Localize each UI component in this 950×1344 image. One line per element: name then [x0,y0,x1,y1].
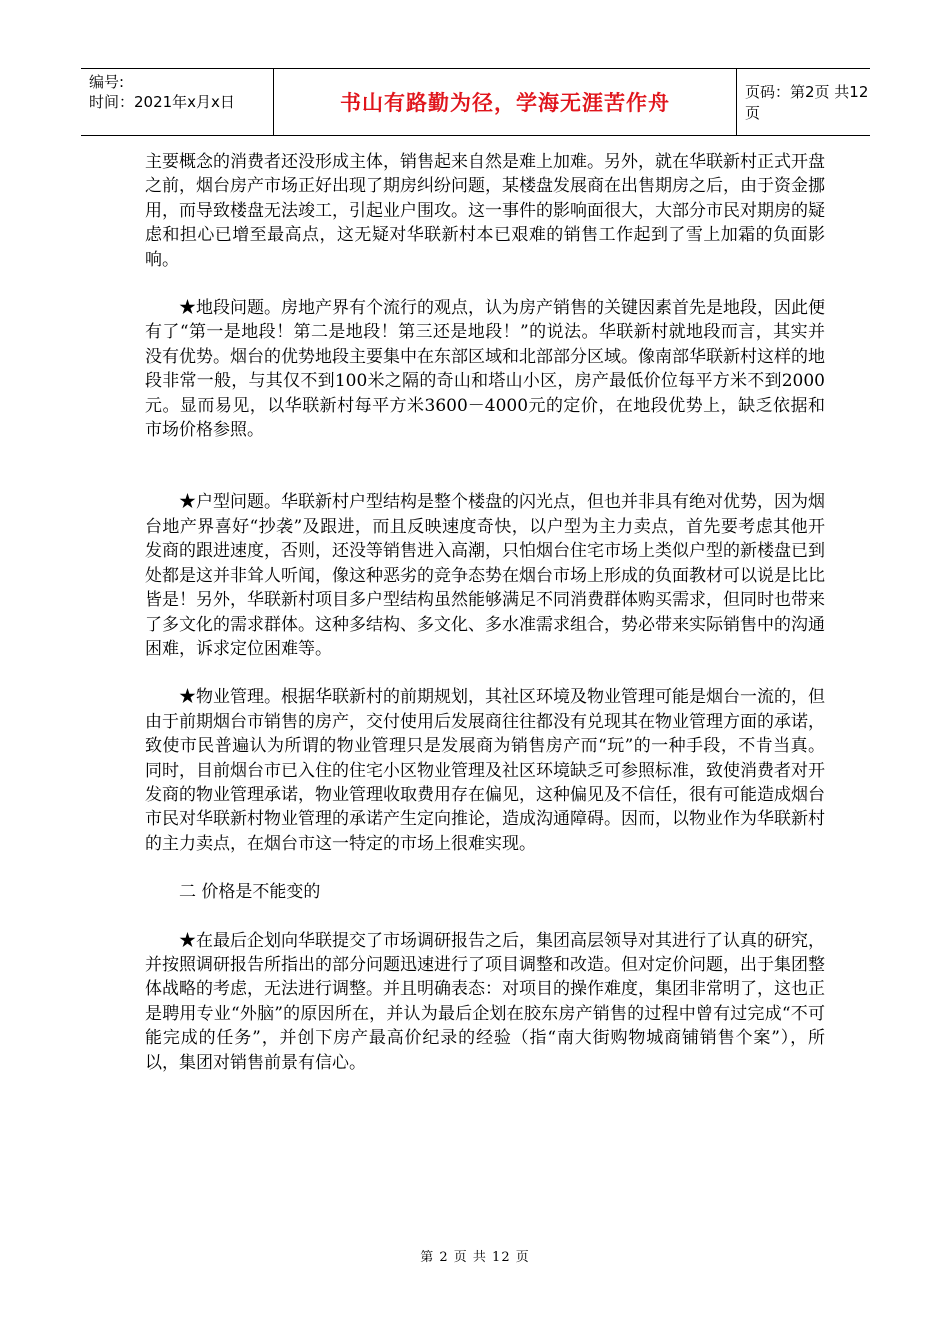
section-heading: 二 价格是不能变的 [179,882,321,903]
header-motto: 书山有路勤为径，学海无涯苦作舟 [340,91,670,115]
document-body [145,150,825,1075]
header-motto-cell [274,69,737,135]
page-header [81,68,870,136]
header-info-cell [81,69,274,135]
body-paragraph: ★在最后企划向华联提交了市场调研报告之后，集团高层领导对其进行了认真的研究，并按照调研报告所指出的部分问题迅速进行了项目调整和改造。但对定价问题，出于集团整体战略的考虑，无法进行调整。并且明确表态：对项目的操作难度，集团非常明了，这也正是聘用专业“外脑”的原因所在，并认为最后企划在胶东房产销售的过程中曾有过完成“不可能完成的任务”，并创下房产最高价纪录的经验（指“南大街购物城商铺销售个案”），所以，集团对销售前景有信心。 [145,930,825,1073]
body-paragraph: ★地段问题。房地产界有个流行的观点，认为房产销售的关键因素首先是地段，因此便有了“第一是地段！第二是地段！第三还是地段！”的说法。华联新村就地段而言，其实并没有优势。烟台的优势地段主要集中在东部区域和北部部分区域。像南部华联新村这样的地段非常一般，与其仅不到100米之隔的奇山和塔山小区，房产最低价位每平方米不到2000 元。显而易见，以华联新村每平方米3600－4000元的定价，在地段优势上，缺乏依据和市场价格参照。 [145,298,825,441]
body-paragraph: ★物业管理。根据华联新村的前期规划，其社区环境及物业管理可能是烟台一流的，但由于前期烟台市销售的房产，交付使用后发展商往往都没有兑现其在物业管理方面的承诺，致使市民普遍认为所谓的物业管理只是发展商为销售房产而“玩”的一种手段，不肯当真。同时，目前烟台市已入住的住宅小区物业管理及社区环境缺乏可参照标准，致使消费者对开发商的物业管理承诺，物业管理收取费用存在偏见，这种偏见及不信任，很有可能造成烟台市民对华联新村物业管理的承诺产生定向推论，造成沟通障碍。因而，以物业作为华联新村的主力卖点，在烟台市这一特定的市场上很难实现。 [145,687,825,854]
header-page-label: 页码：第2页 共12页 [745,83,869,122]
document-code-label: 编号: [89,73,125,91]
body-paragraph: 主要概念的消费者还没形成主体，销售起来自然是难上加难。另外，就在华联新村正式开盘之前，烟台房产市场正好出现了期房纠纷问题，某楼盘发展商在出售期房之后，由于资金挪用，而导致楼盘无法竣工，引起业户围攻。这一事件的影响面很大，大部分市民对期房的疑虑和担心已增至最高点，这无疑对华联新村本已艰难的销售工作起到了雪上加霜的负面影响。 [145,152,825,270]
page-footer: 第 2 页 共 12 页 [420,1250,530,1265]
document-date-label: 时间：2021年x月x日 [89,93,235,111]
body-paragraph: ★户型问题。华联新村户型结构是整个楼盘的闪光点，但也并非具有绝对优势，因为烟台地产界喜好“抄袭”及跟进，而且反映速度奇快，以户型为主力卖点，首先要考虑其他开发商的跟进速度，否则，还没等销售进入高潮，只怕烟台住宅市场上类似户型的新楼盘已到处都是这并非耸人听闻，像这种恶劣的竞争态势在烟台市场上形成的负面教材可以说是比比皆是！另外，华联新村项目多户型结构虽然能够满足不同消费群体购买需求，但同时也带来了多文化的需求群体。这种多结构、多文化、多水准需求组合，势必带来实际销售中的沟通困难，诉求定位困难等。 [145,492,825,659]
header-page-cell [737,69,870,135]
